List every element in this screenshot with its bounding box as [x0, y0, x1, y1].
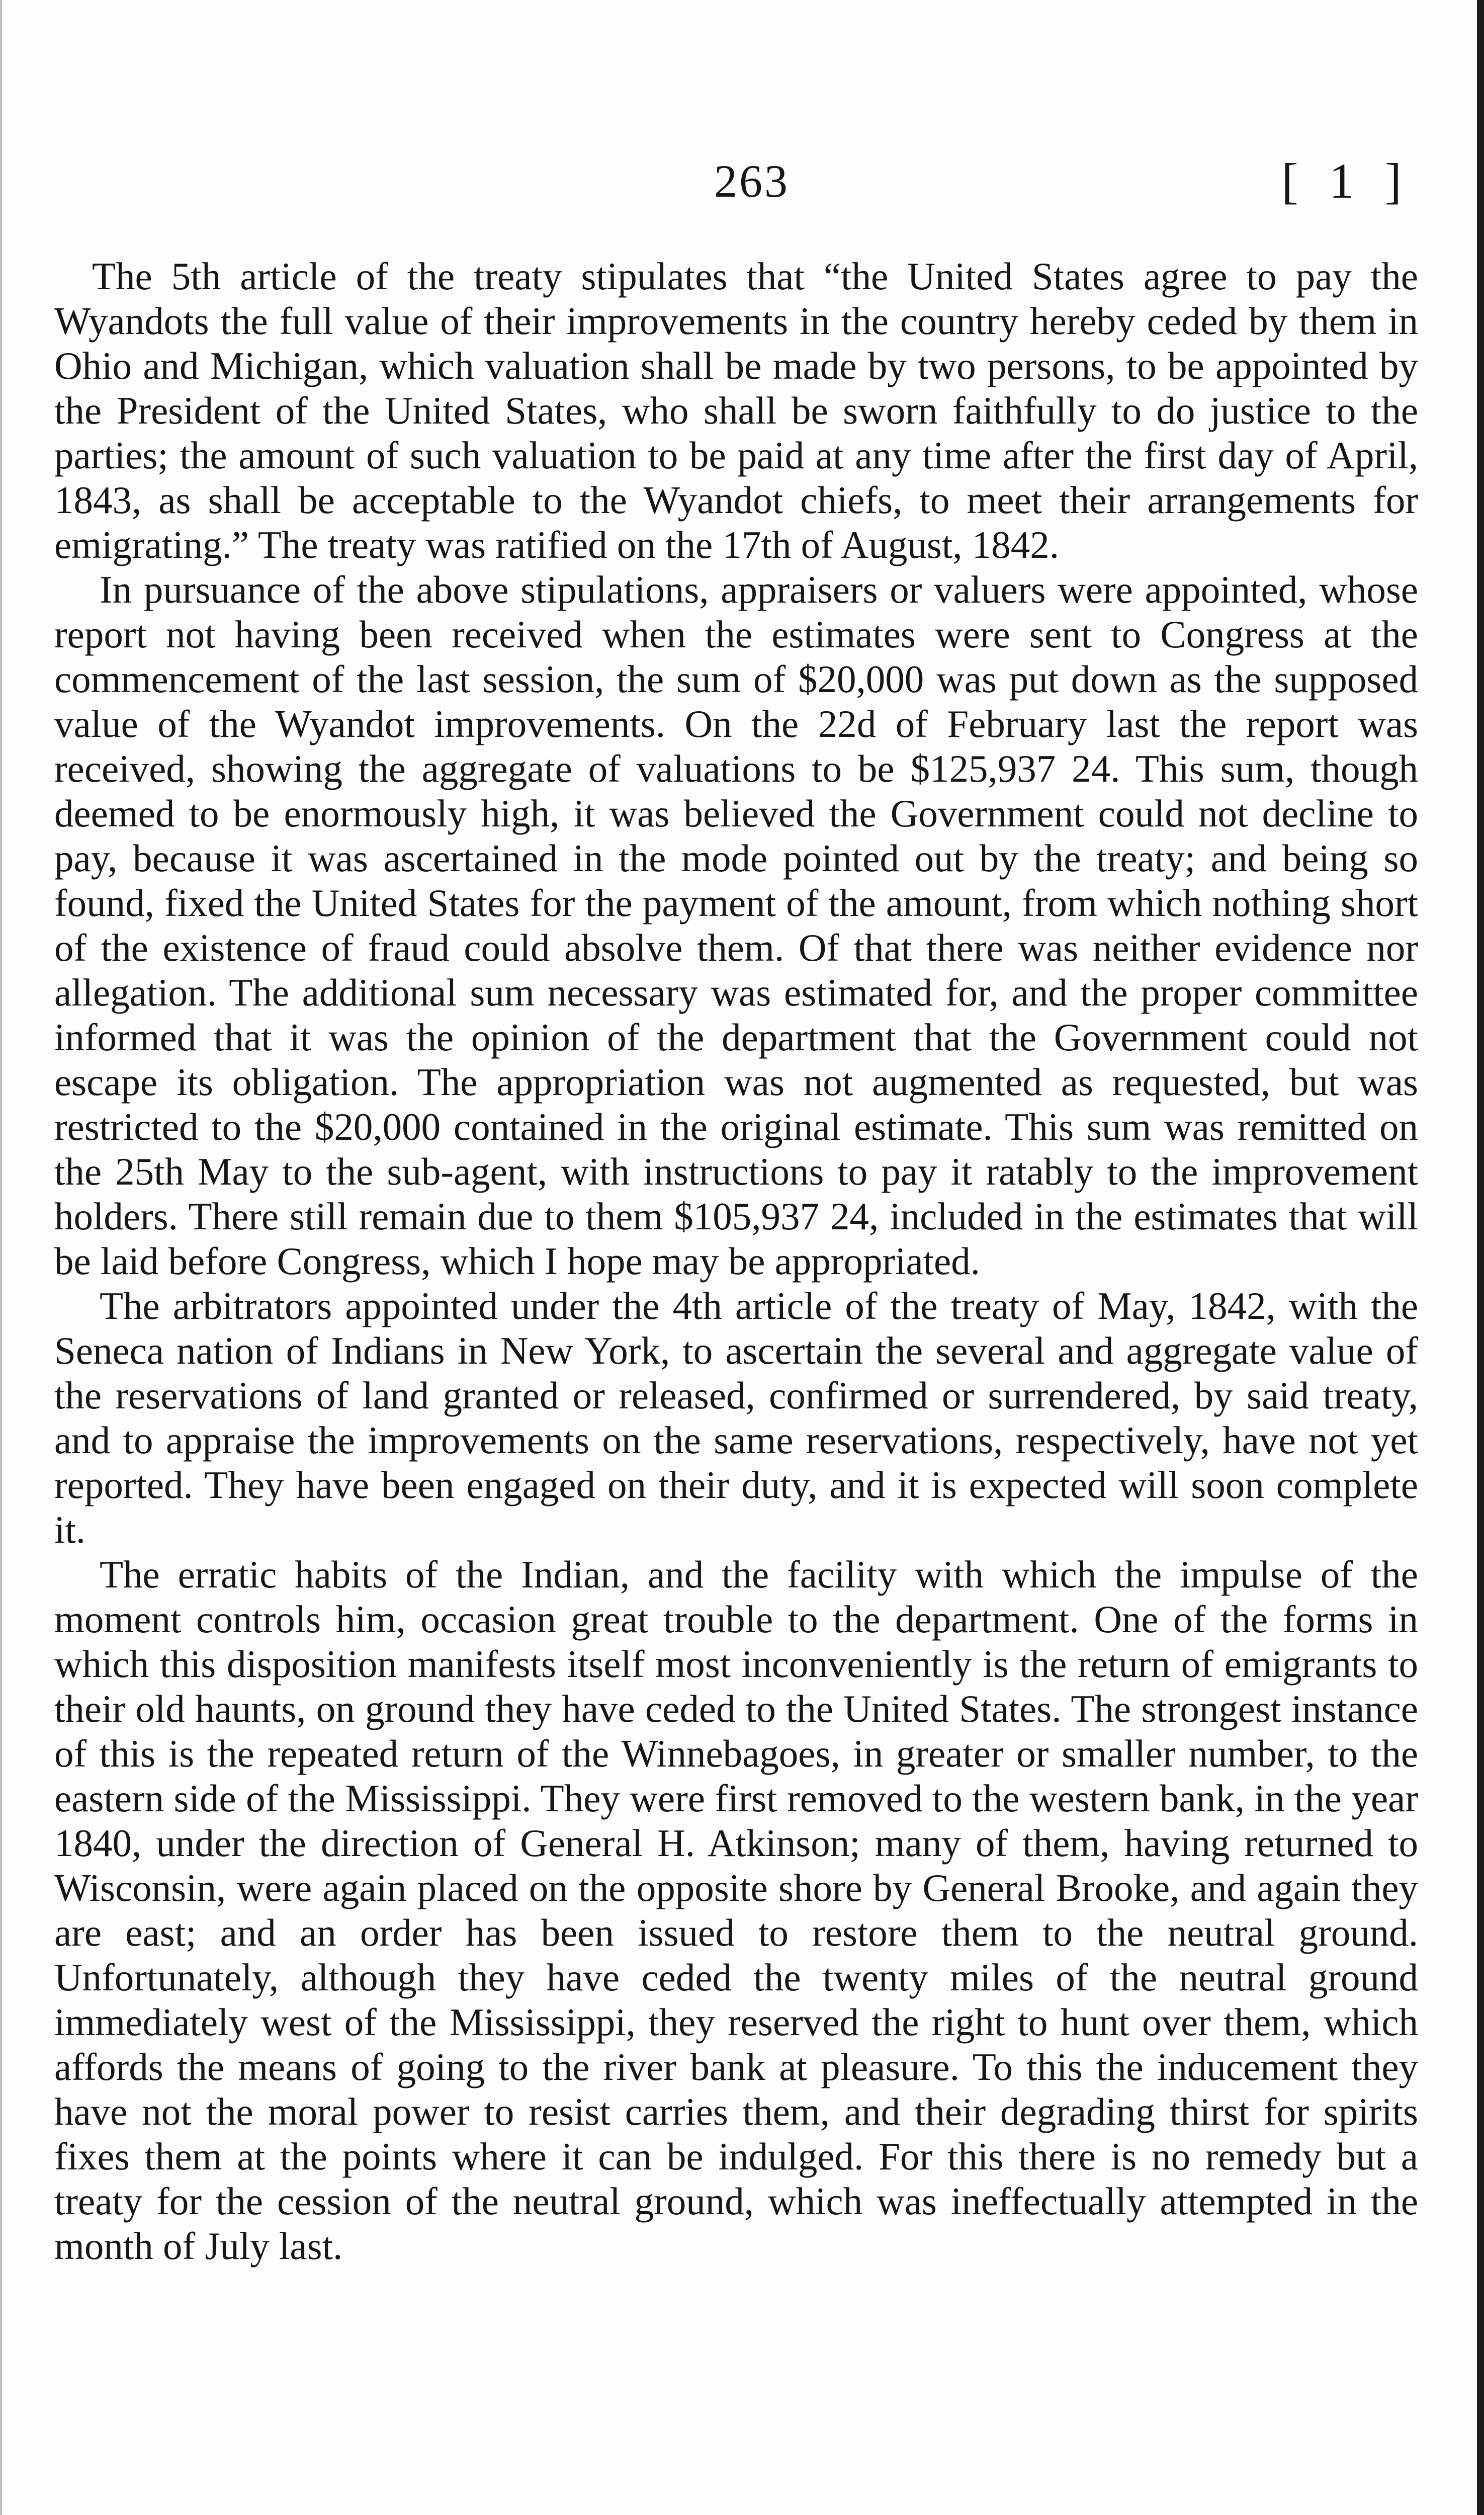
paragraph-winnebagoes: The erratic habits of the Indian, and the facility with which the impulse of the moment controls him, occasion great trouble to the department. One of the forms in which this disposition manifests itself most inconveniently is the return of emigrants to their old haunts, on ground they have ceded to the United States. The strongest instance of this is the repeated return of the Winnebagoes, in greater or smaller number, to the eastern side of the Mississippi. They were first removed to the western bank, in the year 1840, under the direction of General H. Atkinson; many of them, having returned to Wisconsin, were again placed on the opposite shore by General Brooke, and again they are east; and an order has been issued to restore them to the neutral ground. Unfortunately, although they have ceded the twenty miles of the neutral ground immediately west of the Mississippi, they reserved the right to hunt over them, which affords the means of going to the river bank at pleasure. To this the inducement they have not the moral power to resist carries them, and their degrading thirst for spirits fixes them at the points where it can be indulged. For this there is no remedy but a treaty for the cession of the neutral ground, which was ineffectually attempted in the month of July last. [54, 1553, 1418, 2268]
page-header [88, 146, 1416, 216]
paragraph-wyandot-treaty: The 5th article of the treaty stipulates that “the United States agree to pay the Wyandots the full value of their improvements in the country hereby ceded by them in Ohio and Michigan, which valuation shall be made by two persons, to be appointed by the President of the United States, who shall be sworn faithfully to do justice to the parties; the amount of such valuation to be paid at any time after the first day of April, 1843, as shall be acceptable to the Wyandot chiefs, to meet their arrangements for emigrating.” The treaty was ratified on the 17th of August, 1842. [54, 255, 1418, 566]
page-number: 263 [714, 155, 790, 207]
scan-edge-right [1477, 0, 1484, 2515]
body-text [54, 254, 1418, 2269]
scan-edge-left [0, 0, 2, 2515]
paragraph-seneca-arbitrators: The arbitrators appointed under the 4th article of the treaty of May, 1842, with the Seneca nation of Indians in New York, to ascertain the several and aggregate value of the reservations of land granted or released, confirmed or surrendered, by said treaty, and to appraise the improvements on the same reservations, respectively, have not yet reported. They have been engaged on their duty, and it is expected will soon complete it. [54, 1284, 1418, 1551]
paragraph-appraisers: In pursuance of the above stipulations, appraisers or valuers were appointed, whose report not having been received when the estimates were sent to Congress at the commencement of the last session, the sum of $20,000 was put down as the supposed value of the Wyandot improvements. On the 22d of February last the report was received, showing the aggregate of valuations to be $125,937 24. This sum, though deemed to be enormously high, it was believed the Government could not decline to pay, because it was ascertained in the mode pointed out by the treaty; and being so found, fixed the United States for the payment of the amount, from which nothing short of the existence of fraud could absolve them. Of that there was neither evidence nor allegation. The additional sum necessary was estimated for, and the proper committee informed that it was the opinion of the department that the Government could not escape its obligation. The appropriation was not augmented as requested, but was restricted to the $20,000 contained in the original estimate. This sum was remitted on the 25th May to the sub-agent, with instructions to pay it ratably to the improvement holders. There still remain due to them $105,937 24, included in the estimates that will be laid before Congress, which I hope may be appropriated. [54, 568, 1418, 1283]
document-number: [ 1 ] [1281, 153, 1411, 209]
